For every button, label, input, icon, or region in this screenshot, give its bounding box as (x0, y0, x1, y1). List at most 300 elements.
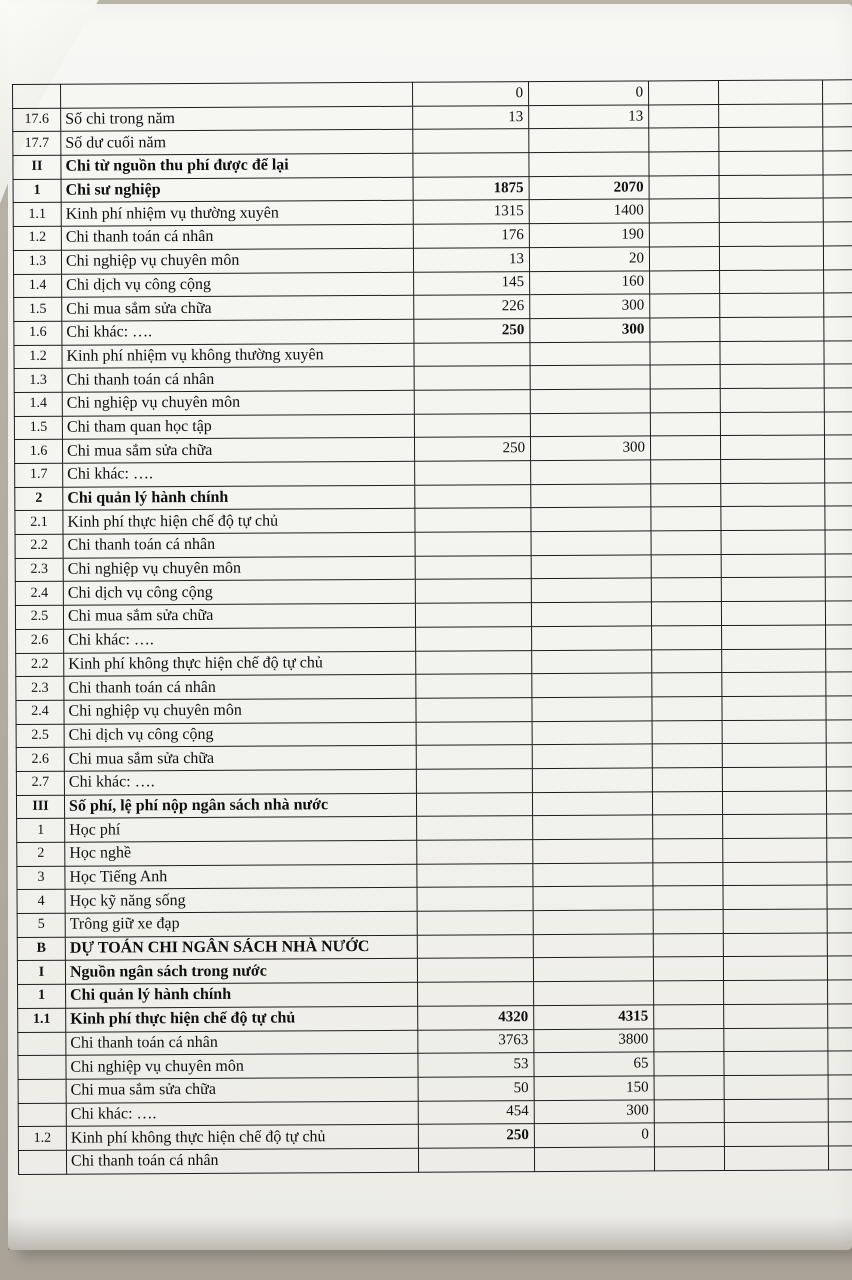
row-code: 1.5 (14, 297, 62, 321)
row-empty-5 (825, 554, 852, 578)
row-empty-3 (654, 1028, 724, 1052)
row-value-1 (418, 1148, 534, 1172)
row-value-1: 50 (418, 1076, 534, 1100)
row-label: Chi nghiệp vụ chuyên môn (62, 390, 414, 416)
row-empty-4 (722, 767, 826, 791)
row-empty-4 (719, 151, 823, 175)
row-value-2 (532, 673, 652, 697)
row-empty-4 (722, 720, 826, 744)
budget-table-body (13, 80, 852, 1174)
row-code: 3 (17, 866, 65, 890)
row-empty-3 (649, 199, 719, 223)
row-value-2 (532, 744, 652, 768)
row-value-1 (415, 461, 531, 485)
row-empty-3 (649, 223, 719, 247)
row-empty-4 (720, 317, 824, 341)
row-value-1: 1875 (413, 176, 529, 200)
row-code: 1.6 (14, 321, 62, 345)
row-empty-3 (652, 649, 722, 673)
row-value-2: 190 (529, 223, 649, 247)
row-value-2: 300 (530, 318, 650, 342)
row-label: Chi thanh toán cá nhân (64, 674, 416, 700)
row-empty-5 (824, 364, 852, 388)
row-value-2: 2070 (529, 176, 649, 200)
row-empty-3 (652, 744, 722, 768)
row-value-1 (413, 129, 529, 153)
row-label: Chi khác: …. (64, 627, 416, 653)
budget-table (12, 79, 852, 1174)
row-empty-5 (823, 175, 852, 199)
row-empty-4 (720, 269, 824, 293)
row-value-2 (532, 649, 652, 673)
row-empty-3 (652, 720, 722, 744)
row-value-1 (416, 697, 532, 721)
row-value-2 (531, 602, 651, 626)
row-value-1: 454 (418, 1100, 534, 1124)
row-empty-4 (724, 1146, 828, 1170)
row-empty-4 (723, 909, 827, 933)
row-label: Chi dịch vụ công cộng (63, 580, 415, 606)
row-label: Chi mua sắm sửa chữa (63, 603, 415, 629)
row-empty-4 (723, 838, 827, 862)
row-label: Chi dịch vụ công cộng (64, 722, 416, 748)
row-empty-5 (825, 482, 852, 506)
row-empty-5 (827, 956, 852, 980)
row-value-1: 250 (414, 318, 530, 342)
row-label: Chi thanh toán cá nhân (66, 1030, 418, 1056)
row-label: Chi quản lý hành chính (63, 485, 415, 511)
row-empty-5 (827, 814, 852, 838)
row-empty-4 (721, 554, 825, 578)
row-value-2: 150 (534, 1076, 654, 1100)
row-empty-4 (724, 980, 828, 1004)
row-label: Kinh phí nhiệm vụ thường xuyên (61, 201, 413, 227)
row-empty-5 (827, 885, 852, 909)
row-code: 2.6 (16, 629, 64, 653)
row-empty-5 (826, 696, 852, 720)
row-empty-5 (828, 1004, 852, 1028)
row-empty-5 (828, 1098, 852, 1122)
row-label: Chi từ nguồn thu phí được để lại (61, 153, 413, 179)
row-empty-5 (823, 151, 852, 175)
row-empty-5 (827, 838, 852, 862)
row-empty-5 (827, 933, 852, 957)
row-code: 1.2 (18, 1126, 66, 1150)
row-code: 2.2 (16, 653, 64, 677)
row-empty-4 (721, 601, 825, 625)
row-value-1 (416, 674, 532, 698)
row-empty-3 (653, 910, 723, 934)
row-value-2 (530, 365, 650, 389)
row-empty-4 (723, 814, 827, 838)
row-value-2 (533, 886, 653, 910)
row-value-2: 160 (530, 270, 650, 294)
row-label: Kinh phí thực hiện chế độ tự chủ (63, 509, 415, 535)
row-value-1 (414, 342, 530, 366)
row-empty-3 (654, 981, 724, 1005)
row-empty-5 (825, 601, 852, 625)
row-empty-3 (653, 815, 723, 839)
bottom-shadow (8, 1216, 852, 1250)
row-value-1: 145 (414, 271, 530, 295)
row-code (18, 1079, 66, 1103)
row-label: Trông giữ xe đạp (65, 911, 417, 937)
row-label: Chi nghiệp vụ chuyên môn (66, 1053, 418, 1079)
row-empty-5 (828, 1146, 852, 1170)
row-empty-5 (823, 103, 852, 127)
row-label: Chi quản lý hành chính (66, 982, 418, 1008)
row-label: Kinh phí thực hiện chế độ tự chủ (66, 1006, 418, 1032)
row-code: 2 (15, 487, 63, 511)
row-code: 17.7 (13, 132, 61, 156)
row-empty-4 (719, 246, 823, 270)
row-empty-3 (651, 460, 721, 484)
row-value-1: 3763 (418, 1029, 534, 1053)
row-empty-5 (824, 269, 852, 293)
row-empty-5 (828, 1122, 852, 1146)
row-value-1 (413, 153, 529, 177)
row-empty-5 (826, 767, 852, 791)
row-empty-5 (823, 127, 852, 151)
budget-table-wrapper (12, 79, 852, 1170)
row-empty-5 (825, 506, 852, 530)
row-value-2 (532, 697, 652, 721)
row-empty-5 (824, 317, 852, 341)
row-value-1: 250 (414, 437, 530, 461)
row-empty-4 (722, 648, 826, 672)
row-empty-4 (720, 435, 824, 459)
row-empty-3 (654, 1075, 724, 1099)
row-empty-3 (654, 1099, 724, 1123)
row-value-1 (416, 745, 532, 769)
row-empty-4 (720, 341, 824, 365)
row-label (61, 82, 413, 108)
row-code: 1.4 (14, 392, 62, 416)
row-value-2 (533, 957, 653, 981)
row-code: I (17, 961, 65, 985)
row-empty-3 (653, 862, 723, 886)
row-empty-5 (828, 1075, 852, 1099)
row-value-1 (416, 792, 532, 816)
row-empty-3 (654, 1052, 724, 1076)
row-value-2 (531, 460, 651, 484)
row-empty-4 (721, 483, 825, 507)
row-empty-5 (827, 909, 852, 933)
row-empty-3 (652, 696, 722, 720)
row-code: 1.2 (14, 345, 62, 369)
row-value-2: 300 (530, 436, 650, 460)
row-value-1 (416, 721, 532, 745)
row-value-1 (417, 863, 533, 887)
row-value-1 (417, 911, 533, 935)
row-label: Chi thanh toán cá nhân (62, 367, 414, 393)
row-empty-4 (720, 412, 824, 436)
row-empty-4 (722, 625, 826, 649)
row-empty-3 (652, 625, 722, 649)
row-empty-3 (654, 1123, 724, 1147)
row-code: 1 (13, 179, 61, 203)
row-empty-3 (651, 554, 721, 578)
row-code: 1.1 (18, 1008, 66, 1032)
row-empty-4 (721, 530, 825, 554)
row-empty-4 (719, 222, 823, 246)
row-empty-3 (653, 933, 723, 957)
row-empty-4 (719, 175, 823, 199)
row-value-2: 1400 (529, 199, 649, 223)
row-empty-4 (718, 80, 822, 104)
row-code: 1.5 (14, 416, 62, 440)
row-code (18, 1150, 66, 1174)
row-value-2 (532, 626, 652, 650)
row-empty-4 (724, 1051, 828, 1075)
row-empty-5 (826, 672, 852, 696)
row-value-2 (531, 507, 651, 531)
row-empty-3 (650, 436, 720, 460)
row-value-1 (416, 626, 532, 650)
row-empty-5 (828, 1051, 852, 1075)
row-label: Kinh phí không thực hiện chế độ tự chủ (66, 1124, 418, 1150)
row-empty-5 (825, 459, 852, 483)
row-value-1 (414, 413, 530, 437)
row-empty-4 (722, 696, 826, 720)
row-value-2 (533, 839, 653, 863)
row-code: 1 (18, 984, 66, 1008)
row-empty-5 (824, 411, 852, 435)
row-code (18, 1055, 66, 1079)
row-label: Chi thanh toán cá nhân (63, 532, 415, 558)
row-label: Chi khác: …. (62, 319, 414, 345)
row-empty-3 (653, 886, 723, 910)
row-label: Chi thanh toán cá nhân (66, 1148, 418, 1174)
row-code: 2.4 (15, 582, 63, 606)
row-value-2: 300 (530, 294, 650, 318)
row-code: 1 (17, 819, 65, 843)
row-label: Học kỹ năng sống (65, 888, 417, 914)
row-label: Học phí (65, 817, 417, 843)
row-empty-5 (826, 790, 852, 814)
row-value-2: 0 (534, 1123, 654, 1147)
row-value-2: 4315 (534, 1005, 654, 1029)
row-empty-5 (823, 246, 852, 270)
row-value-2 (530, 389, 650, 413)
row-empty-5 (826, 719, 852, 743)
row-label: Chi khác: …. (66, 1101, 418, 1127)
row-value-2 (533, 815, 653, 839)
row-label: Chi mua sắm sửa chữa (64, 746, 416, 772)
row-empty-3 (649, 152, 719, 176)
row-label: Chi nghiệp vụ chuyên môn (61, 248, 413, 274)
row-empty-4 (724, 1075, 828, 1099)
row-empty-3 (650, 294, 720, 318)
row-empty-4 (724, 1122, 828, 1146)
row-value-2 (531, 578, 651, 602)
row-empty-5 (826, 743, 852, 767)
row-value-2 (531, 555, 651, 579)
row-code: B (17, 937, 65, 961)
row-empty-5 (823, 198, 852, 222)
row-code: 2.4 (16, 700, 64, 724)
row-code: 2.3 (16, 676, 64, 700)
row-code: 1.2 (13, 226, 61, 250)
row-empty-4 (723, 933, 827, 957)
row-label: DỰ TOÁN CHI NGÂN SÁCH NHÀ NƯỚC (65, 935, 417, 961)
row-code: 2.7 (16, 771, 64, 795)
row-value-2 (532, 792, 652, 816)
row-empty-3 (652, 791, 722, 815)
row-code: 2.1 (15, 511, 63, 535)
row-label: Chi mua sắm sửa chữa (62, 438, 414, 464)
row-empty-3 (653, 839, 723, 863)
row-value-2 (530, 413, 650, 437)
row-code: 4 (17, 890, 65, 914)
row-value-2: 13 (529, 105, 649, 129)
row-empty-4 (719, 198, 823, 222)
row-value-1: 0 (412, 82, 528, 106)
row-value-1: 226 (414, 295, 530, 319)
row-value-2 (531, 531, 651, 555)
row-empty-4 (724, 1004, 828, 1028)
row-value-1: 53 (418, 1053, 534, 1077)
row-empty-3 (650, 317, 720, 341)
row-empty-5 (828, 1027, 852, 1051)
row-empty-3 (653, 957, 723, 981)
row-code: 1.7 (15, 463, 63, 487)
row-value-2 (530, 342, 650, 366)
row-empty-5 (824, 435, 852, 459)
row-value-1: 13 (413, 247, 529, 271)
row-value-1 (415, 579, 531, 603)
row-empty-5 (824, 340, 852, 364)
row-empty-5 (824, 293, 852, 317)
row-empty-4 (721, 506, 825, 530)
row-empty-3 (649, 104, 719, 128)
row-label: Kinh phí nhiệm vụ không thường xuyên (62, 343, 414, 369)
row-value-2: 20 (529, 247, 649, 271)
row-value-2: 3800 (534, 1028, 654, 1052)
row-empty-5 (828, 980, 852, 1004)
row-empty-4 (722, 672, 826, 696)
row-value-1: 4320 (418, 1005, 534, 1029)
row-empty-5 (826, 648, 852, 672)
row-label: Nguồn ngân sách trong nước (65, 959, 417, 985)
row-empty-5 (825, 577, 852, 601)
row-label: Chi mua sắm sửa chữa (62, 295, 414, 321)
row-value-1 (414, 366, 530, 390)
row-empty-3 (649, 175, 719, 199)
row-empty-4 (722, 743, 826, 767)
row-code: 2.5 (15, 605, 63, 629)
row-empty-3 (650, 270, 720, 294)
row-empty-3 (652, 767, 722, 791)
row-value-2: 0 (528, 81, 648, 105)
row-empty-5 (822, 80, 852, 104)
row-code: 1.4 (14, 274, 62, 298)
row-value-2 (532, 768, 652, 792)
row-label: Số chi trong năm (61, 106, 413, 132)
row-value-1 (415, 532, 531, 556)
table-row (18, 1146, 852, 1174)
row-value-2 (531, 484, 651, 508)
row-empty-4 (721, 459, 825, 483)
row-value-2: 300 (534, 1099, 654, 1123)
row-value-1 (417, 840, 533, 864)
row-value-1 (417, 958, 533, 982)
row-label: Chi nghiệp vụ chuyên môn (63, 556, 415, 582)
row-value-1 (418, 982, 534, 1006)
row-label: Kinh phí không thực hiện chế độ tự chủ (64, 651, 416, 677)
row-value-2 (533, 934, 653, 958)
row-label: Chi mua sắm sửa chữa (66, 1077, 418, 1103)
row-value-1 (417, 887, 533, 911)
row-code: 5 (17, 913, 65, 937)
row-empty-4 (720, 364, 824, 388)
row-empty-4 (724, 1099, 828, 1123)
row-label: Học Tiếng Anh (65, 864, 417, 890)
row-empty-3 (651, 483, 721, 507)
row-value-1 (416, 769, 532, 793)
row-value-2 (533, 910, 653, 934)
row-label: Số dư cuối năm (61, 130, 413, 156)
row-empty-5 (824, 388, 852, 412)
row-empty-4 (720, 388, 824, 412)
row-code: 2.2 (15, 534, 63, 558)
row-empty-3 (652, 673, 722, 697)
row-empty-5 (823, 222, 852, 246)
row-empty-3 (650, 412, 720, 436)
row-label: Học nghề (65, 840, 417, 866)
row-label: Chi khác: …. (63, 461, 415, 487)
row-label: Số phí, lệ phí nộp ngân sách nhà nước (64, 793, 416, 819)
row-empty-3 (651, 602, 721, 626)
row-empty-4 (723, 885, 827, 909)
row-value-1 (417, 934, 533, 958)
row-value-2 (529, 128, 649, 152)
row-code: 2.5 (16, 724, 64, 748)
row-value-1 (415, 603, 531, 627)
row-empty-3 (650, 388, 720, 412)
row-empty-3 (654, 1146, 724, 1170)
row-empty-5 (827, 861, 852, 885)
row-label: Chi thanh toán cá nhân (61, 224, 413, 250)
row-code: III (16, 795, 64, 819)
row-value-1 (414, 390, 530, 414)
row-value-2 (533, 863, 653, 887)
row-empty-3 (651, 507, 721, 531)
row-value-2 (532, 720, 652, 744)
row-empty-3 (650, 341, 720, 365)
row-code: 2 (17, 842, 65, 866)
row-label: Chi sư nghiệp (61, 177, 413, 203)
row-label: Chi nghiệp vụ chuyên môn (64, 698, 416, 724)
row-empty-3 (651, 578, 721, 602)
row-code: 2.6 (16, 747, 64, 771)
row-code: 1.1 (13, 203, 61, 227)
row-value-1 (415, 484, 531, 508)
row-code (18, 1103, 66, 1127)
row-value-1: 250 (418, 1124, 534, 1148)
row-code: 1.3 (13, 250, 61, 274)
row-code: 17.6 (13, 108, 61, 132)
row-empty-4 (723, 862, 827, 886)
row-code: 1.3 (14, 368, 62, 392)
row-value-1 (417, 816, 533, 840)
row-value-1: 13 (413, 105, 529, 129)
row-empty-3 (650, 365, 720, 389)
row-value-2 (534, 981, 654, 1005)
row-empty-3 (649, 128, 719, 152)
row-empty-3 (654, 1004, 724, 1028)
row-code: 2.3 (15, 558, 63, 582)
